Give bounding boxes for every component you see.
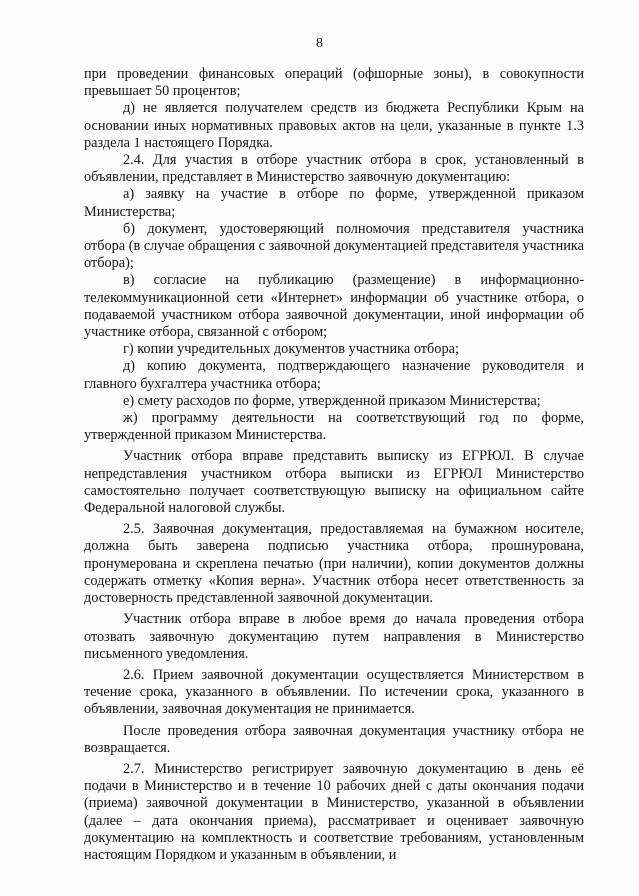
page-number: 8 [316,36,323,51]
paragraph: д) копию документа, подтверждающего назначение руководителя и главного бухгалтера участника отбора; [84,358,584,392]
paragraph: д) не является получателем средств из бюджета Республики Крым на основании иных нормативных правовых актов на цели, указанные в пункте 1.3 раздела 1 настоящего Порядка. [84,100,584,151]
paragraph: в) согласие на публикацию (размещение) в информационно-телекоммуникационной сети «Интернет» информации об участнике отбора, о подаваемой участником отбора заявочной документации, иной информации об участнике отбора, связанной с отбором; [84,272,584,341]
paragraph: 2.7. Министерство регистрирует заявочную документацию в день её подачи в Министерство и в течение 10 рабочих дней с даты окончания подачи (приема) заявочной документации в Министерство, указанной в объявлении (далее – дата окончания приема), рассматривает и оценивает заявочную документацию на комплектность и соответствие требованиям, установленным настоящим Порядком и указанным в объявлении, и [84,760,584,863]
paragraph: б) документ, удостоверяющий полномочия представителя участника отбора (в случае обращения с заявочной документацией представителя участника отбора); [84,220,584,272]
paragraph: ж) программу деятельности на соответствующий год по форме, утвержденной приказом Министерства. [84,410,584,444]
paragraph: Участник отбора вправе в любое время до начала проведения отбора отозвать заявочную документацию путем направления в Министерство письменного уведомления. [84,611,584,662]
paragraph: Участник отбора вправе представить выписку из ЕГРЮЛ. В случае непредставления участником отбора выписки из ЕГРЮЛ Министерство самостоятельно получает соответствующую выписку на официальном сайте Федеральной налоговой службы. [84,448,584,517]
paragraph: 2.6. Прием заявочной документации осуществляется Министерством в течение срока, указанного в объявлении. По истечении срока, указанного в объявлении, заявочная документация не принимается. [84,666,584,718]
paragraph: 2.5. Заявочная документация, предоставляемая на бумажном носителе, должна быть заверена подписью участника отбора, прошнурована, пронумерована и скреплена печатью (при наличии), копии документов должны содержать отметку «Копия верна». Участник отбора несет ответственность за достоверность представленной заявочной документации. [84,521,584,607]
document-body [84,66,584,864]
paragraph: а) заявку на участие в отборе по форме, утвержденной приказом Министерства; [84,186,584,220]
paragraph: г) копии учредительных документов участника отбора; [123,341,459,358]
paragraph: при проведении финансовых операций (офшорные зоны), в совокупности превышает 50 процентов; [84,66,584,100]
paragraph: После проведения отбора заявочная документация участнику отбора не возвращается. [84,722,584,756]
paragraph: 2.4. Для участия в отборе участник отбора в срок, установленный в объявлении, представляет в Министерство заявочную документацию: [84,152,584,186]
paragraph: е) смету расходов по форме, утвержденной приказом Министерства; [123,392,541,409]
